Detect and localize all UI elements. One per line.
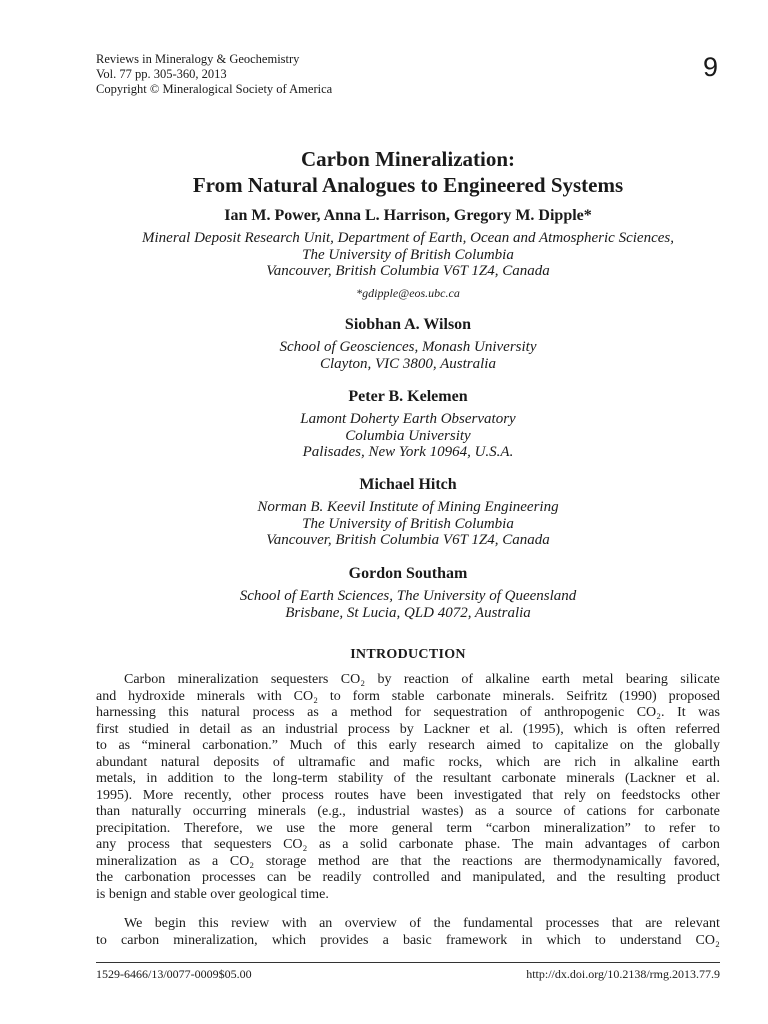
article-title: [96, 146, 720, 198]
text-line: to carbon mineralization, which provides a basic framework in which to understand CO₂: [96, 932, 720, 948]
text-line: We begin this review with an overview of the fundamental processes that are relevant: [124, 916, 720, 931]
issn-price: 1529-6466/13/0077-0009$05.00: [96, 967, 252, 981]
affiliation-line: Columbia University: [345, 427, 471, 444]
text-line: mineralization as a CO₂ storage method are that the reactions are thermodynamically favored,: [96, 853, 720, 869]
journal-name: Reviews in Mineralogy & Geochemistry: [96, 52, 300, 66]
title-line: Carbon Mineralization:: [300, 147, 516, 171]
text-line: metals, in addition to the long-term stability of the resultant carbonate minerals (Lackner et al.: [96, 771, 720, 786]
affiliation-line: School of Geosciences, Monash University: [279, 339, 537, 355]
author-affiliation: [80, 411, 736, 461]
copyright-line: Copyright © Mineralogical Society of America: [96, 82, 333, 96]
text-line: Carbon mineralization sequesters CO₂ by reaction of alkaline earth metal bearing silicate: [124, 672, 720, 687]
text-line: harnessing this natural process as a method for sequestration of anthropogenic CO₂. It was: [96, 705, 720, 720]
journal-citation: [96, 52, 332, 97]
affiliation-line: Lamont Doherty Earth Observatory: [300, 411, 516, 427]
author-affiliation: [80, 499, 736, 549]
affiliation-line: Palisades, New York 10964, U.S.A.: [302, 444, 514, 460]
affiliation-line: School of Earth Sciences, The University of Queensland: [239, 588, 577, 604]
footer-rule: [96, 962, 720, 963]
text-line: is benign and stable over geological time.: [96, 886, 329, 902]
chapter-number: 9: [702, 52, 718, 82]
text-line: and hydroxide minerals with CO₂ to form stable carbonate minerals. Seifritz (1990) proposed: [96, 688, 720, 704]
intro-paragraph-2: [96, 916, 720, 949]
volume-pages: Vol. 77 pp. 305-360, 2013: [96, 67, 227, 81]
affiliation-line: Norman B. Keevil Institute of Mining Engineering: [257, 499, 559, 515]
affiliation-line: Brisbane, St Lucia, QLD 4072, Australia: [285, 604, 531, 621]
author-affiliation: [80, 339, 736, 372]
author-name: Michael Hitch: [359, 476, 457, 493]
section-heading: INTRODUCTION: [350, 647, 466, 662]
text-line: than naturally occurring minerals (e.g., industrial wastes) as a source of cations for carbonate: [96, 804, 720, 819]
corresponding-email[interactable]: *gdipple@eos.ubc.ca: [356, 286, 460, 300]
text-line: 1995). More recently, other process routes have been investigated that rely on feedstocks other: [96, 787, 720, 803]
text-line: any process that sequesters CO₂ as a solid carbonate phase. The main advantages of carbon: [96, 837, 720, 852]
text-line: to as “mineral carbonation.” Much of this early research aimed to capitalize on the globally: [96, 738, 720, 753]
affiliation-line: Vancouver, British Columbia V6T 1Z4, Canada: [266, 532, 550, 548]
title-line: From Natural Analogues to Engineered Systems: [192, 173, 624, 197]
author-affiliation: [80, 588, 736, 621]
author-name: Gordon Southam: [348, 565, 468, 582]
affiliation-line: The University of British Columbia: [302, 515, 514, 532]
affiliation-line: Mineral Deposit Research Unit, Department of Earth, Ocean and Atmospheric Sciences,: [142, 230, 674, 246]
text-line: abundant natural deposits of ultramafic and mafic rocks, which are rich in alkaline earth: [96, 754, 720, 770]
text-line: first studied in detail as an industrial process by Lackner et al. (1995), which is often referred: [96, 721, 720, 737]
text-line: precipitation. Therefore, we use the more general term “carbon mineralization” to refer to: [96, 820, 720, 836]
intro-paragraph-1: [96, 672, 720, 903]
author-affiliation: [80, 230, 736, 280]
author-name: Siobhan A. Wilson: [344, 316, 472, 333]
author-name: Peter B. Kelemen: [348, 388, 468, 405]
affiliation-line: Clayton, VIC 3800, Australia: [320, 355, 496, 372]
affiliation-line: The University of British Columbia: [302, 246, 514, 263]
affiliation-line: Vancouver, British Columbia V6T 1Z4, Canada: [266, 263, 550, 279]
author-names: Ian M. Power, Anna L. Harrison, Gregory M. Dipple*: [224, 207, 592, 224]
doi-link[interactable]: http://dx.doi.org/10.2138/rmg.2013.77.9: [526, 967, 720, 981]
text-line: the carbonation processes can be readily controlled and manipulated, and the resulting product: [96, 870, 720, 885]
